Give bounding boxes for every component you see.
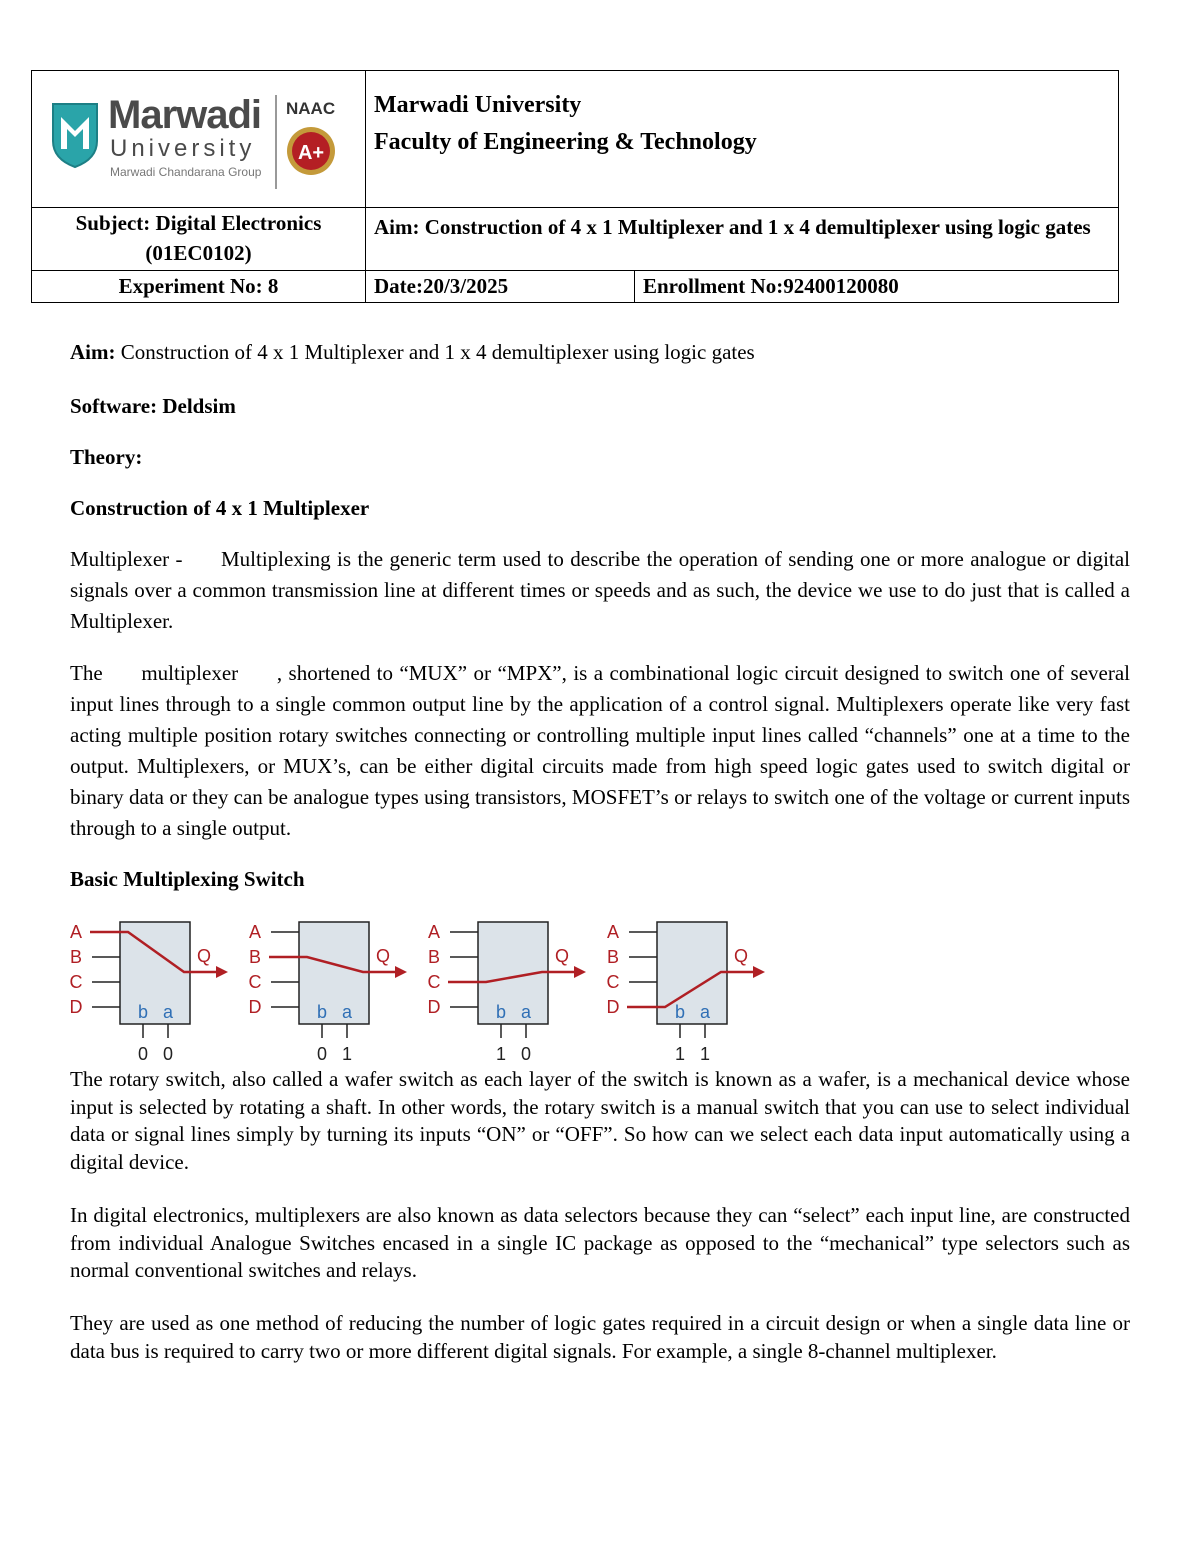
university-cell [366,71,1119,208]
shield-icon [50,101,100,169]
select-bit: 0 [137,1044,149,1064]
logo-divider [275,95,277,189]
select-label-a: a [341,1002,353,1022]
paragraph-multiplexer-definition: Multiplexer - Multiplexing is the generic term used to describe the operation of sending one or more analogue or digital signals over a common transmission line at different times or speeds and as such, the device we use to do just that is called a Multiplexer. [70,547,1136,633]
naac-grade-badge-icon [286,125,336,177]
section-heading-switch: Basic Multiplexing Switch [70,867,305,891]
output-label: Q [196,946,212,966]
output-label: Q [554,946,570,966]
input-label-b: B [427,947,441,967]
select-label-b: b [316,1002,328,1022]
theory-heading: Theory: [70,445,143,469]
input-label-a: A [606,922,620,942]
select-bit: 1 [341,1044,353,1064]
input-label-c: C [427,972,441,992]
subject-code: (01EC0102) [145,241,252,265]
input-label-d: D [248,997,262,1017]
output-label: Q [733,946,749,966]
select-bit: 0 [162,1044,174,1064]
naac-label: NAAC [286,99,336,118]
experiment-date: Date:20/3/2025 [366,271,635,303]
logo-cell [32,71,366,208]
university-logo [50,95,340,191]
section-heading-mux: Construction of 4 x 1 Multiplexer [70,496,370,520]
paragraph-logic-gates: They are used as one method of reducing the number of logic gates required in a circuit design or when a single data line or data bus is required to carry two or more different digital signals. For example, a single 8-channel multiplexer. [70,1311,1130,1363]
input-label-c: C [69,972,83,992]
paragraph-rotary-switch: The rotary switch, also called a wafer switch as each layer of the switch is known as a wafer, is a mechanical device whose input is selected by rotating a shaft. In other words, the rotary switch is a manual switch that you can use to select individual data or signal lines simply by turning its inputs “ON” or “OFF”. So how can we select each data input automatically using a digital device. [70,1067,1130,1174]
input-label-c: C [248,972,262,992]
select-bit: 1 [495,1044,507,1064]
output-arrow-icon [395,966,407,978]
select-label-b: b [674,1002,686,1022]
input-label-a: A [248,922,262,942]
select-label-b: b [137,1002,149,1022]
input-label-b: B [606,947,620,967]
input-label-d: D [427,997,441,1017]
university-name: Marwadi University [374,92,582,118]
multiplexing-switch-diagram [62,914,782,1066]
paragraph-data-selectors: In digital electronics, multiplexers are also known as data selectors because they can “select” each input line, are constructed from individual Analogue Switches encased in a single IC package as opposed to the “mechanical” type selectors such as normal conventional switches and relays. [70,1203,1130,1282]
subject-name: Subject: Digital Electronics [75,211,322,235]
output-label: Q [375,946,391,966]
input-label-b: B [248,947,262,967]
switch-box-3 [657,922,727,1024]
select-label-a: a [520,1002,532,1022]
aim-label: Aim: [70,340,116,364]
select-bit: 0 [316,1044,328,1064]
faculty-name: Faculty of Engineering & Technology [374,129,757,155]
input-label-a: A [69,922,83,942]
input-label-d: D [606,997,620,1017]
input-label-a: A [427,922,441,942]
subject-cell [32,208,366,271]
naac-grade: A+ [297,142,325,164]
logo-group: Marwadi Chandarana Group [110,165,262,179]
experiment-number: Experiment No: 8 [32,271,366,303]
select-bit: 0 [520,1044,532,1064]
switch-box-1 [299,922,369,1024]
input-label-d: D [69,997,83,1017]
logo-sub: University [110,135,256,162]
switch-box-0 [120,922,190,1024]
select-bit: 1 [699,1044,711,1064]
header-table [31,70,1119,303]
output-arrow-icon [216,966,228,978]
output-arrow-icon [753,966,765,978]
software-line: Software: Deldsim [70,394,236,418]
output-arrow-icon [574,966,586,978]
aim-line [70,337,1130,368]
logo-name: Marwadi [108,93,262,137]
header-aim: Aim: Construction of 4 x 1 Multiplexer and 1 x 4 demultiplexer using logic gates [366,208,1119,271]
select-label-b: b [495,1002,507,1022]
input-label-b: B [69,947,83,967]
select-label-a: a [162,1002,174,1022]
select-bit: 1 [674,1044,686,1064]
paragraph-multiplexer-description: The multiplexer , shortened to “MUX” or “MPX”, is a combinational logic circuit designed to switch one of several input lines through to a single common output line by the application of a control signal. Multiplexers operate like very fast acting multiple position rotary switches connecting or controlling multiple input lines called “channels” one at a time to the output. Multiplexers, or MUX’s, can be either digital circuits made from high speed logic gates used to switch digital or binary data or they can be analogue types using transistors, MOSFET’s or relays to switch one of the voltage or current inputs through to a single output. [70,661,1136,840]
select-label-a: a [699,1002,711,1022]
aim-text: Construction of 4 x 1 Multiplexer and 1 x 4 demultiplexer using logic gates [115,340,755,364]
input-label-c: C [606,972,620,992]
enrollment-number: Enrollment No:92400120080 [635,271,1119,303]
